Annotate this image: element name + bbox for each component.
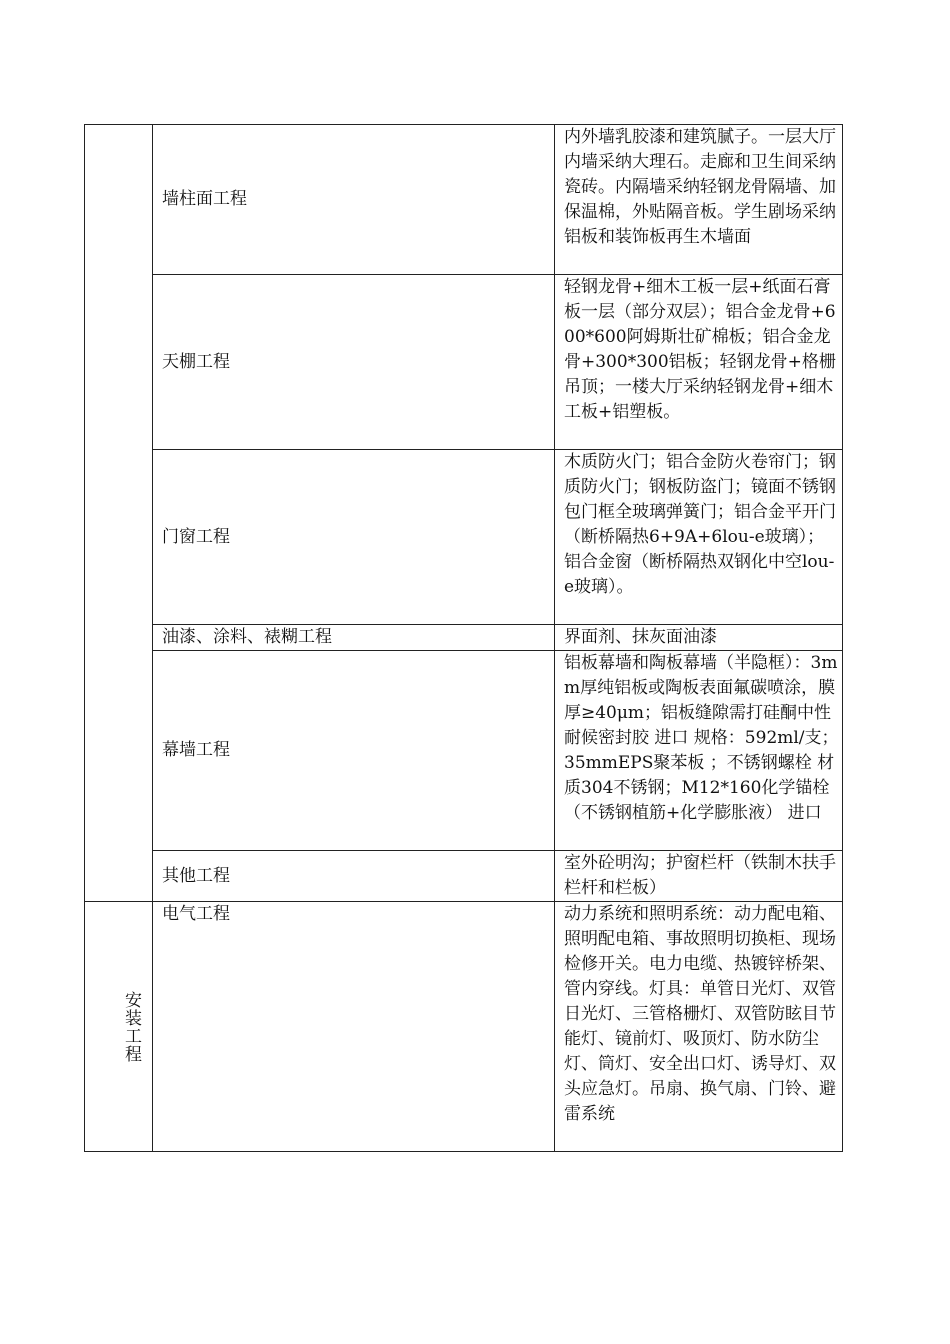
category-cell <box>85 125 153 902</box>
item-description: 轻钢龙骨+细木工板一层+纸面石膏板一层（部分双层）；铝合金龙骨+600*600阿姆斯壮矿棉板；铝合金龙骨+300*300铝板；轻钢龙骨+格栅吊顶；一楼大厅采纳轻钢龙骨+细木工板+铝塑板。 <box>555 275 843 450</box>
item-name: 天棚工程 <box>153 275 555 450</box>
item-description: 室外砼明沟；护窗栏杆（铁制木扶手栏杆和栏板） <box>555 851 843 902</box>
item-name: 墙柱面工程 <box>153 125 555 275</box>
category-label: 安装工程 <box>121 990 141 1063</box>
table-row <box>85 275 843 450</box>
table-row <box>85 450 843 625</box>
item-description: 木质防火门；铝合金防火卷帘门；钢质防火门；钢板防盗门；镜面不锈钢包门框全玻璃弹簧门；铝合金平开门（断桥隔热6+9A+6lou-e玻璃）；铝合金窗（断桥隔热双钢化中空lou-e玻璃）。 <box>555 450 843 625</box>
table-row <box>85 125 843 275</box>
item-description: 铝板幕墙和陶板幕墙（半隐框）：3mm厚纯铝板或陶板表面氟碳喷涂，膜厚≥40μm；铝板缝隙需打硅酮中性耐候密封胶 进口 规格：592ml/支；35mmEPS聚苯板 ；不锈钢螺栓 材质304不锈钢；M12*160化学锚栓（不锈钢植筋+化学膨胀液） 进口 <box>555 651 843 851</box>
item-description: 动力系统和照明系统：动力配电箱、照明配电箱、事故照明切换柜、现场检修开关。电力电缆、热镀锌桥架、管内穿线。灯具：单管日光灯、双管日光灯、三管格栅灯、双管防眩目节能灯、镜前灯、吸顶灯、防水防尘灯、筒灯、安全出口灯、诱导灯、双头应急灯。吊扇、换气扇、门铃、避雷系统 <box>555 902 843 1152</box>
item-name: 幕墙工程 <box>153 651 555 851</box>
item-name: 电气工程 <box>153 902 555 1152</box>
table-row <box>85 902 843 1152</box>
item-description: 内外墙乳胶漆和建筑腻子。一层大厅内墙采纳大理石。走廊和卫生间采纳瓷砖。内隔墙采纳轻钢龙骨隔墙、加保温棉，外贴隔音板。学生剧场采纳铝板和装饰板再生木墙面 <box>555 125 843 275</box>
spec-table <box>84 124 843 1152</box>
table-row <box>85 651 843 851</box>
table-row <box>85 851 843 902</box>
item-name: 油漆、涂料、裱糊工程 <box>153 625 555 651</box>
item-name: 其他工程 <box>153 851 555 902</box>
item-description: 界面剂、抹灰面油漆 <box>555 625 843 651</box>
item-name: 门窗工程 <box>153 450 555 625</box>
table-row <box>85 625 843 651</box>
category-cell <box>85 902 153 1152</box>
